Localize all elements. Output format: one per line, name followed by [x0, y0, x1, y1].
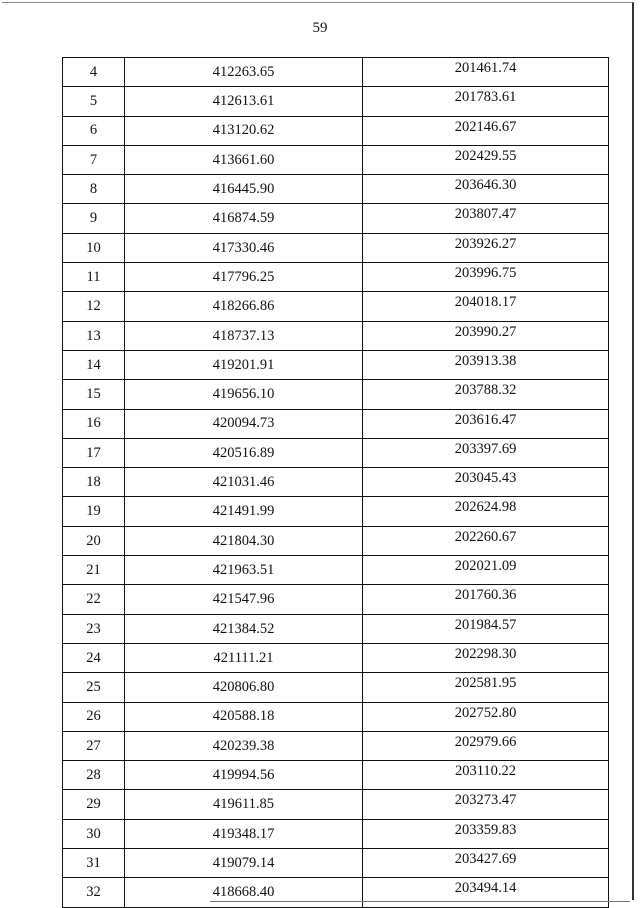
x-coordinate-cell: 418266.86 [125, 292, 363, 321]
x-coordinate-cell: 417796.25 [125, 263, 363, 292]
y-coordinate-cell: 203990.27 [363, 321, 609, 350]
point-number-cell: 23 [63, 614, 125, 643]
x-coordinate-cell: 412613.61 [125, 87, 363, 116]
y-coordinate-cell: 201760.36 [363, 585, 609, 614]
y-coordinate-cell: 202260.67 [363, 526, 609, 555]
point-number-cell: 20 [63, 526, 125, 555]
table-row [63, 761, 609, 790]
point-number-cell: 22 [63, 585, 125, 614]
table-row [63, 497, 609, 526]
x-coordinate-cell: 419611.85 [125, 790, 363, 819]
y-coordinate-cell: 203397.69 [363, 438, 609, 467]
y-coordinate-cell: 201461.74 [363, 58, 609, 87]
x-coordinate-cell: 420239.38 [125, 731, 363, 760]
y-coordinate-cell: 203494.14 [363, 878, 609, 907]
point-number-cell: 11 [63, 263, 125, 292]
y-coordinate-cell: 202979.66 [363, 731, 609, 760]
point-number-cell: 15 [63, 380, 125, 409]
point-number-cell: 29 [63, 790, 125, 819]
point-number-cell: 5 [63, 87, 125, 116]
y-coordinate-cell: 202624.98 [363, 497, 609, 526]
point-number-cell: 13 [63, 321, 125, 350]
table-row [63, 643, 609, 672]
x-coordinate-cell: 421111.21 [125, 643, 363, 672]
y-coordinate-cell: 203807.47 [363, 204, 609, 233]
point-number-cell: 18 [63, 468, 125, 497]
x-coordinate-cell: 420806.80 [125, 673, 363, 702]
y-coordinate-cell: 202146.67 [363, 116, 609, 145]
y-coordinate-cell: 203359.83 [363, 819, 609, 848]
point-number-cell: 6 [63, 116, 125, 145]
y-coordinate-cell: 203996.75 [363, 263, 609, 292]
y-coordinate-cell: 202429.55 [363, 145, 609, 174]
point-number-cell: 14 [63, 350, 125, 379]
table-row [63, 731, 609, 760]
x-coordinate-cell: 419348.17 [125, 819, 363, 848]
x-coordinate-cell: 413120.62 [125, 116, 363, 145]
y-coordinate-cell: 201984.57 [363, 614, 609, 643]
table-row [63, 87, 609, 116]
y-coordinate-cell: 203646.30 [363, 175, 609, 204]
x-coordinate-cell: 421804.30 [125, 526, 363, 555]
point-number-cell: 17 [63, 438, 125, 467]
table-row [63, 673, 609, 702]
y-coordinate-cell: 203427.69 [363, 849, 609, 878]
point-number-cell: 25 [63, 673, 125, 702]
x-coordinate-cell: 419656.10 [125, 380, 363, 409]
point-number-cell: 27 [63, 731, 125, 760]
y-coordinate-cell: 201783.61 [363, 87, 609, 116]
point-number-cell: 8 [63, 175, 125, 204]
table-row [63, 175, 609, 204]
table-row [63, 438, 609, 467]
x-coordinate-cell: 419079.14 [125, 849, 363, 878]
table-row [63, 263, 609, 292]
y-coordinate-cell: 202752.80 [363, 702, 609, 731]
table-row [63, 468, 609, 497]
point-number-cell: 10 [63, 233, 125, 262]
y-coordinate-cell: 203273.47 [363, 790, 609, 819]
point-number-cell: 21 [63, 556, 125, 585]
table-row [63, 350, 609, 379]
x-coordinate-cell: 418668.40 [125, 878, 363, 907]
x-coordinate-cell: 421963.51 [125, 556, 363, 585]
point-number-cell: 31 [63, 849, 125, 878]
table-row [63, 380, 609, 409]
y-coordinate-cell: 203926.27 [363, 233, 609, 262]
y-coordinate-cell: 203913.38 [363, 350, 609, 379]
table-row [63, 614, 609, 643]
y-coordinate-cell: 202021.09 [363, 556, 609, 585]
table-row [63, 790, 609, 819]
x-coordinate-cell: 418737.13 [125, 321, 363, 350]
point-number-cell: 30 [63, 819, 125, 848]
point-number-cell: 26 [63, 702, 125, 731]
y-coordinate-cell: 204018.17 [363, 292, 609, 321]
point-number-cell: 12 [63, 292, 125, 321]
x-coordinate-cell: 420516.89 [125, 438, 363, 467]
point-number-cell: 7 [63, 145, 125, 174]
x-coordinate-cell: 420094.73 [125, 409, 363, 438]
table-row [63, 556, 609, 585]
point-number-cell: 19 [63, 497, 125, 526]
x-coordinate-cell: 421547.96 [125, 585, 363, 614]
coordinates-table-body [63, 58, 609, 908]
table-row [63, 849, 609, 878]
table-row [63, 116, 609, 145]
point-number-cell: 24 [63, 643, 125, 672]
table-row [63, 233, 609, 262]
page-number: 59 [312, 20, 328, 36]
point-number-cell: 32 [63, 878, 125, 907]
y-coordinate-cell: 203788.32 [363, 380, 609, 409]
x-coordinate-cell: 419201.91 [125, 350, 363, 379]
x-coordinate-cell: 416874.59 [125, 204, 363, 233]
table-row [63, 878, 609, 907]
x-coordinate-cell: 413661.60 [125, 145, 363, 174]
table-row [63, 819, 609, 848]
table-row [63, 292, 609, 321]
x-coordinate-cell: 416445.90 [125, 175, 363, 204]
y-coordinate-cell: 203616.47 [363, 409, 609, 438]
x-coordinate-cell: 417330.46 [125, 233, 363, 262]
table-row [63, 58, 609, 87]
x-coordinate-cell: 420588.18 [125, 702, 363, 731]
y-coordinate-cell: 203045.43 [363, 468, 609, 497]
x-coordinate-cell: 421384.52 [125, 614, 363, 643]
coordinates-table [62, 57, 609, 908]
table-row [63, 526, 609, 555]
table-row [63, 321, 609, 350]
table-row [63, 702, 609, 731]
point-number-cell: 9 [63, 204, 125, 233]
y-coordinate-cell: 202581.95 [363, 673, 609, 702]
point-number-cell: 4 [63, 58, 125, 87]
table-row [63, 585, 609, 614]
x-coordinate-cell: 419994.56 [125, 761, 363, 790]
point-number-cell: 28 [63, 761, 125, 790]
y-coordinate-cell: 203110.22 [363, 761, 609, 790]
page-bottom-rule [210, 901, 630, 902]
y-coordinate-cell: 202298.30 [363, 643, 609, 672]
point-number-cell: 16 [63, 409, 125, 438]
x-coordinate-cell: 412263.65 [125, 58, 363, 87]
table-row [63, 409, 609, 438]
table-row [63, 145, 609, 174]
x-coordinate-cell: 421031.46 [125, 468, 363, 497]
table-row [63, 204, 609, 233]
x-coordinate-cell: 421491.99 [125, 497, 363, 526]
